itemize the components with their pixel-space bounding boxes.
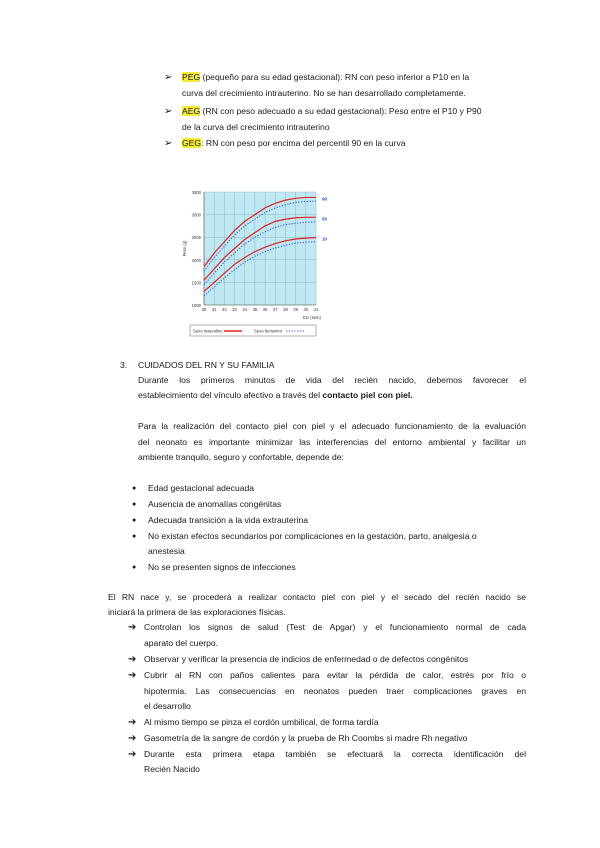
x-tick-label: 30: [201, 307, 207, 312]
list-item: Cubrir al RN con paños calientes para evitar la pérdida de calor, estrés por frío o: [144, 670, 526, 680]
list-item: Edad gestacional adecuada: [148, 483, 255, 493]
paragraph-line: ambiente tranquilo, seguro y confortable, depende de:: [138, 452, 344, 462]
paragraph-line: El RN nace y, se procederá a realizar contacto piel con piel y el secado del recién nacido se: [108, 592, 526, 602]
bullet-icon: ●: [132, 517, 137, 524]
x-axis-label: EG (sem): [303, 315, 321, 320]
legend-label-male: Sexo masculino: [193, 328, 223, 334]
list-item-text: : RN con peso por encima del percentil 90 en la curva: [201, 138, 406, 148]
list-item: Adecuada transición a la vida extrauterina: [148, 515, 309, 525]
x-tick-label: 34: [242, 307, 248, 312]
section-number: 3.: [120, 360, 128, 370]
x-tick-label: 32: [222, 307, 227, 312]
list-item-continuation: el desarrollo: [144, 701, 191, 711]
x-tick-label: 33: [232, 307, 237, 312]
term-geg: GEG: [182, 138, 202, 148]
x-tick-label: 35: [252, 307, 258, 312]
bullet-icon: ●: [132, 564, 137, 571]
y-axis-label: Peso (g): [182, 240, 187, 257]
percentile-label: 90: [322, 196, 328, 202]
list-item: No existan efectos secundarios por complicaciones en la gestación, parto, analgesia o: [148, 531, 477, 541]
arrow-right-icon: ➔: [128, 733, 137, 744]
plot-area: [204, 192, 316, 305]
x-tick-label: 39: [293, 307, 298, 312]
term-aeg: AEG: [182, 106, 201, 116]
percentile-label: 10: [322, 236, 328, 242]
arrow-right-icon: ➔: [128, 622, 137, 633]
list-item-continuation: anestesia: [148, 546, 185, 556]
paragraph-text: establecimiento del vínculo afectivo a través del: [138, 390, 323, 400]
paragraph-line: [138, 388, 413, 403]
arrowhead-icon: ➢: [164, 138, 173, 149]
list-item-text: (pequeño para su edad gestacional): RN con peso inferior a P10 en la: [200, 72, 470, 82]
list-item: No se presenten signos de infecciones: [148, 562, 296, 572]
x-tick-label: 31: [211, 307, 217, 312]
arrow-right-icon: ➔: [128, 654, 137, 665]
emphasis-text: contacto piel con piel.: [322, 390, 413, 400]
arrowhead-icon: ➢: [164, 106, 173, 117]
x-tick-label: 38: [283, 307, 288, 312]
list-item: Controlan los signos de salud (Test de Apgar) y el funcionamiento normal de cada: [144, 622, 526, 632]
bullet-icon: ●: [132, 501, 137, 508]
arrow-right-icon: ➔: [128, 717, 137, 728]
x-tick-label: 37: [272, 307, 278, 312]
percentile-label: 50: [322, 216, 328, 222]
arrow-right-icon: ➔: [128, 749, 137, 760]
list-item: Observar y verificar la presencia de indicios de enfermedad o de defectos congénitos: [144, 654, 469, 664]
y-tick-label: 2000: [191, 257, 201, 263]
paragraph-line: del neonato es importante minimizar las interferencias del entorno ambiental y facilitar un: [138, 437, 526, 447]
y-tick-label: 1000: [191, 303, 201, 308]
list-item-text: (RN con peso adecuado a su edad gestacional): Peso entre el P10 y P90: [200, 106, 482, 116]
list-item-text: de la curva del crecimiento intrauterino: [182, 122, 330, 132]
y-tick-label: 2500: [191, 235, 201, 241]
list-item-continuation: aparato del cuerpo.: [144, 638, 219, 648]
bullet-icon: ●: [132, 533, 137, 540]
arrowhead-icon: ➢: [164, 72, 173, 83]
arrow-right-icon: ➔: [128, 670, 137, 681]
section-heading: CUIDADOS DEL RN Y SU FAMILIA: [138, 360, 275, 370]
x-tick-label: 40: [303, 307, 309, 312]
list-item: Durante esta primera etapa también se efectuará la correcta identificación del: [144, 749, 526, 759]
paragraph-line: iniciará la primera de las exploraciones físicas.: [108, 607, 286, 617]
term-peg: PEG: [182, 72, 201, 82]
paragraph-line: Durante los primeros minutos de vida del recién nacido, debemos favorecer el: [138, 375, 526, 385]
list-item-aeg: [182, 104, 482, 119]
y-tick-label: 3500: [191, 190, 201, 195]
y-tick-label: 1500: [191, 280, 201, 286]
y-tick-label: 3000: [191, 212, 201, 218]
bullet-icon: ●: [132, 485, 137, 492]
list-item-peg: [182, 70, 469, 85]
list-item: Al mismo tiempo se pinza el cordón umbilical, de forma tardía: [144, 717, 379, 727]
list-item-text: curva del crecimiento intrauterino. No se han desarrollado completamente.: [182, 88, 466, 98]
list-item-continuation: Recién Nacido: [144, 764, 200, 774]
paragraph-line: Para la realización del contacto piel con piel y el adecuado funcionamiento de la evaluación: [138, 421, 526, 431]
x-tick-label: 36: [262, 307, 268, 312]
x-tick-label: 41: [313, 307, 319, 312]
legend-label-female: Sexo femenino: [254, 328, 282, 334]
growth-chart: [176, 186, 336, 352]
list-item: Ausencia de anomalías congénitas: [148, 499, 282, 509]
list-item-geg: [182, 136, 406, 151]
list-item: Gasometría de la sangre de cordón y la prueba de Rh Coombs si madre Rh negativo: [144, 733, 468, 743]
list-item-continuation: hipotermia. Las consecuencias en neonatos pueden traer complicaciones graves en: [144, 686, 526, 696]
